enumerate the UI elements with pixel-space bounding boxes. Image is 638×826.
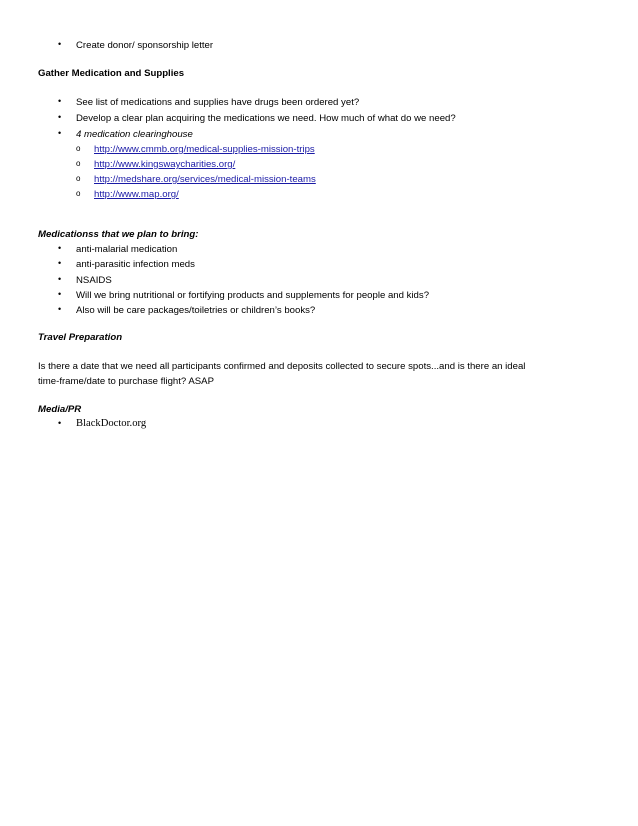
bullet-glyph: •: [58, 243, 62, 253]
gather-bullet-3: 4 medication clearinghouse: [76, 129, 193, 140]
meds-bullet-2: anti-parasitic infection meds: [76, 259, 195, 270]
meds-heading: Medicationss that we plan to bring:: [38, 229, 199, 240]
bullet-glyph: •: [58, 289, 62, 299]
sub-bullet-glyph: o: [76, 159, 81, 168]
sub-bullet-glyph: o: [76, 174, 81, 183]
bullet-glyph: •: [58, 112, 62, 122]
gather-bullet-2: Develop a clear plan acquiring the medications we need. How much of what do we need?: [76, 113, 456, 124]
sub-bullet-glyph: o: [76, 144, 81, 153]
meds-bullet-3: NSAIDS: [76, 275, 112, 286]
bullet-glyph: •: [58, 258, 62, 268]
bullet-glyph: •: [58, 304, 62, 314]
travel-heading: Travel Preparation: [38, 332, 123, 343]
bullet-glyph: •: [58, 128, 62, 138]
travel-paragraph-line-1: Is there a date that we need all participants confirmed and deposits collected to secure spots...and is there an ideal: [38, 361, 526, 372]
travel-paragraph-line-2: time-frame/date to purchase flight? ASAP: [38, 376, 214, 387]
media-bullet-1: BlackDoctor.org: [76, 418, 147, 429]
meds-bullet-4: Will we bring nutritional or fortifying products and supplements for people and kids?: [76, 290, 430, 301]
link-kingsway[interactable]: http://www.kingswaycharities.org/: [94, 159, 236, 170]
bullet-glyph: •: [58, 96, 62, 106]
intro-bullet-text: Create donor/ sponsorship letter: [76, 40, 214, 51]
meds-bullet-5: Also will be care packages/toiletries or children’s books?: [76, 305, 316, 316]
media-heading: Media/PR: [38, 404, 82, 415]
bullet-glyph: •: [58, 418, 62, 428]
link-medshare[interactable]: http://medshare.org/services/medical-mission-teams: [94, 174, 316, 185]
link-map[interactable]: http://www.map.org/: [94, 189, 179, 200]
gather-heading: Gather Medication and Supplies: [38, 68, 185, 79]
bullet-glyph: •: [58, 39, 62, 49]
link-cmmb[interactable]: http://www.cmmb.org/medical-supplies-mission-trips: [94, 144, 315, 155]
bullet-glyph: •: [58, 274, 62, 284]
meds-bullet-1: anti-malarial medication: [76, 244, 178, 255]
sub-bullet-glyph: o: [76, 189, 81, 198]
gather-bullet-1: See list of medications and supplies have drugs been ordered yet?: [76, 97, 360, 108]
